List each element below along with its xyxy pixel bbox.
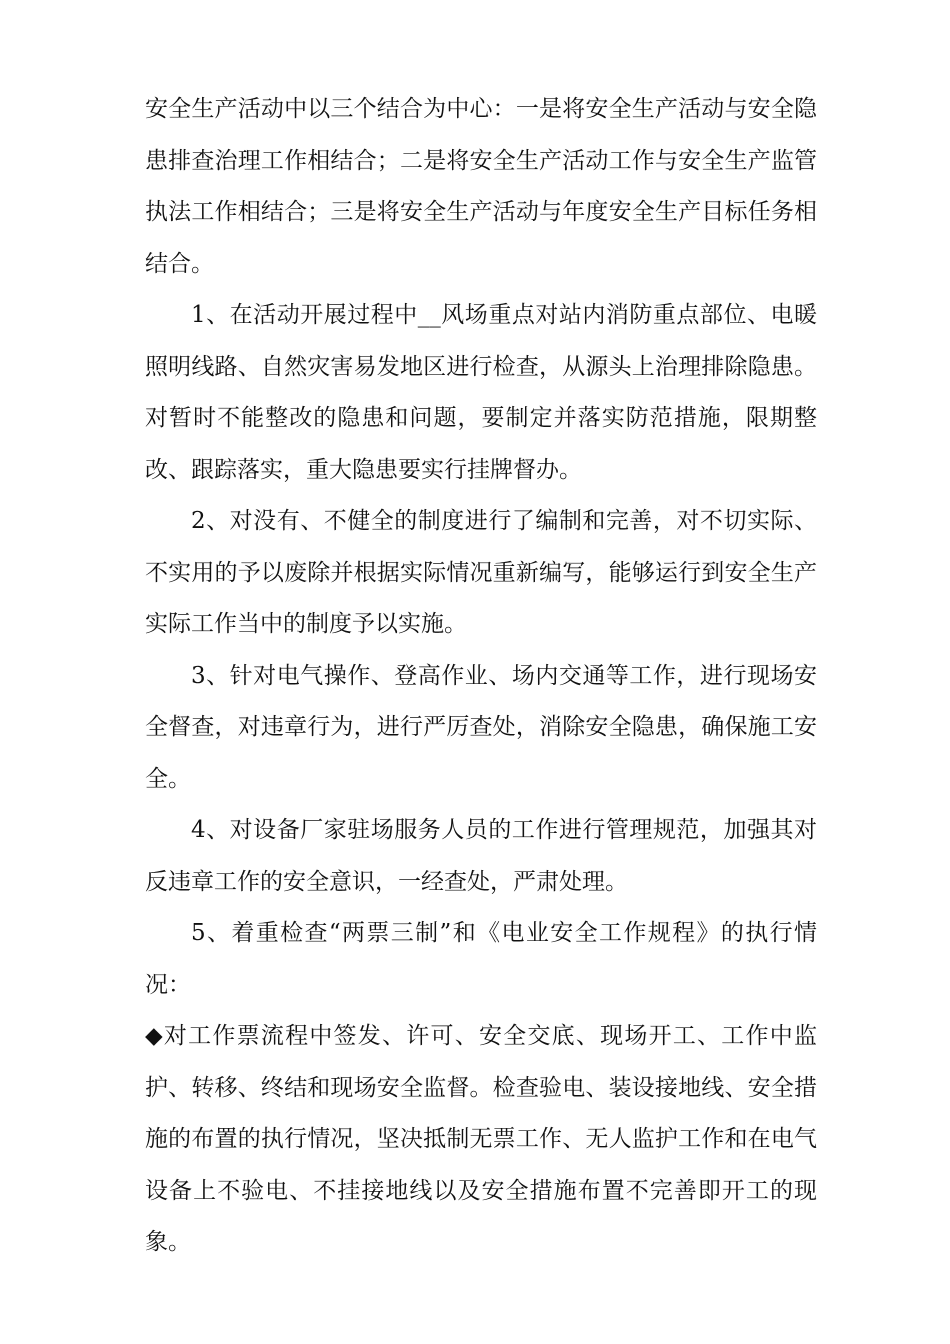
document-body [145,84,817,1269]
paragraph-item-4: 4、对设备厂家驻场服务人员的工作进行管理规范，加强其对反违章工作的安全意识，一经查处，严肃处理。 [145,817,817,895]
paragraph-item-5: 5、着重检查“两票三制”和《电业安全工作规程》的执行情况： [145,920,817,998]
paragraph-bullet-1: ◆对工作票流程中签发、许可、安全交底、现场开工、工作中监护、转移、终结和现场安全监督。检查验电、装设接地线、安全措施的布置的执行情况，坚决抵制无票工作、无人监护工作和在电气设备上不验电、不挂接地线以及安全措施布置不完善即开工的现象。 [145,1023,817,1255]
paragraph-item-2: 2、对没有、不健全的制度进行了编制和完善，对不切实际、不实用的予以废除并根据实际情况重新编写，能够运行到安全生产实际工作当中的制度予以实施。 [145,508,817,637]
paragraph-item-1: 1、在活动开展过程中__风场重点对站内消防重点部位、电暖照明线路、自然灾害易发地区进行检查，从源头上治理排除隐患。对暂时不能整改的隐患和问题，要制定并落实防范措施，限期整改、跟踪落实，重大隐患要实行挂牌督办。 [145,302,817,483]
paragraph-item-3: 3、针对电气操作、登高作业、场内交通等工作，进行现场安全督查，对违章行为，进行严厉查处，消除安全隐患，确保施工安全。 [145,662,817,792]
paragraph-intro: 安全生产活动中以三个结合为中心：一是将安全生产活动与安全隐患排查治理工作相结合；二是将安全生产活动工作与安全生产监管执法工作相结合；三是将安全生产活动与年度安全生产目标任务相结合。 [145,96,817,277]
